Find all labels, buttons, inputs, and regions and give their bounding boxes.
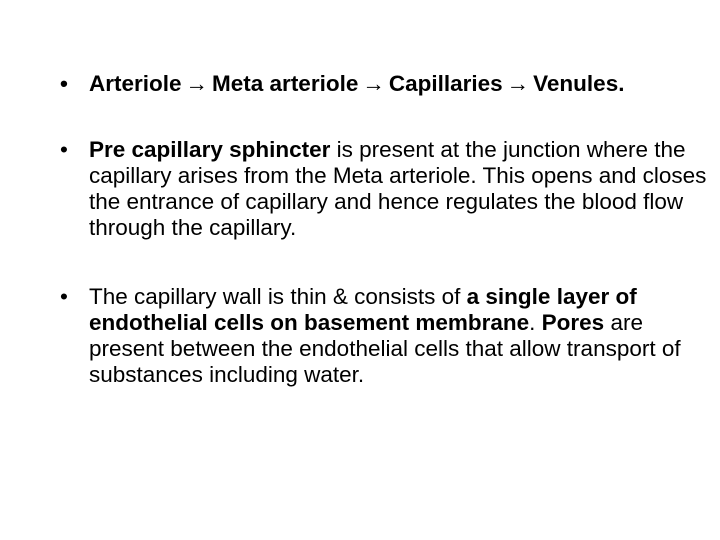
- bullet-dot: •: [60, 284, 68, 309]
- bullet-capillary-wall: [60, 284, 710, 388]
- sphincter-description: is present at the junction where the capillary arises from the Meta arteriole. This opens and closes the entrance of capillary and hence regulates the blood flow through the capillary.: [89, 137, 707, 240]
- capillary-wall-text-2: .: [529, 310, 542, 335]
- term-pores: Pores: [541, 310, 605, 335]
- capillary-wall-text-1: The capillary wall is thin & consists of: [89, 284, 467, 309]
- capillary-wall-text-3: are present between the endothelial cells that allow transport of substances including water.: [89, 310, 681, 387]
- right-arrow-icon: →: [506, 71, 530, 96]
- flow-step-capillaries: Capillaries: [388, 71, 503, 96]
- bullet-precapillary-sphincter: [60, 137, 710, 241]
- bullet-dot: •: [60, 71, 68, 96]
- flow-step-arteriole: Arteriole: [89, 71, 182, 96]
- flow-step-venules: Venules.: [533, 71, 625, 96]
- flow-step-meta-arteriole: Meta arteriole: [212, 71, 359, 96]
- bullet-dot: •: [60, 137, 68, 162]
- term-single-layer: a single layer of endothelial cells on basement membrane: [89, 284, 637, 335]
- right-arrow-icon: →: [185, 71, 209, 96]
- bullet-flow-sequence: [60, 71, 710, 97]
- right-arrow-icon: →: [362, 71, 385, 96]
- term-pre-capillary-sphincter: Pre capillary sphincter: [89, 137, 331, 162]
